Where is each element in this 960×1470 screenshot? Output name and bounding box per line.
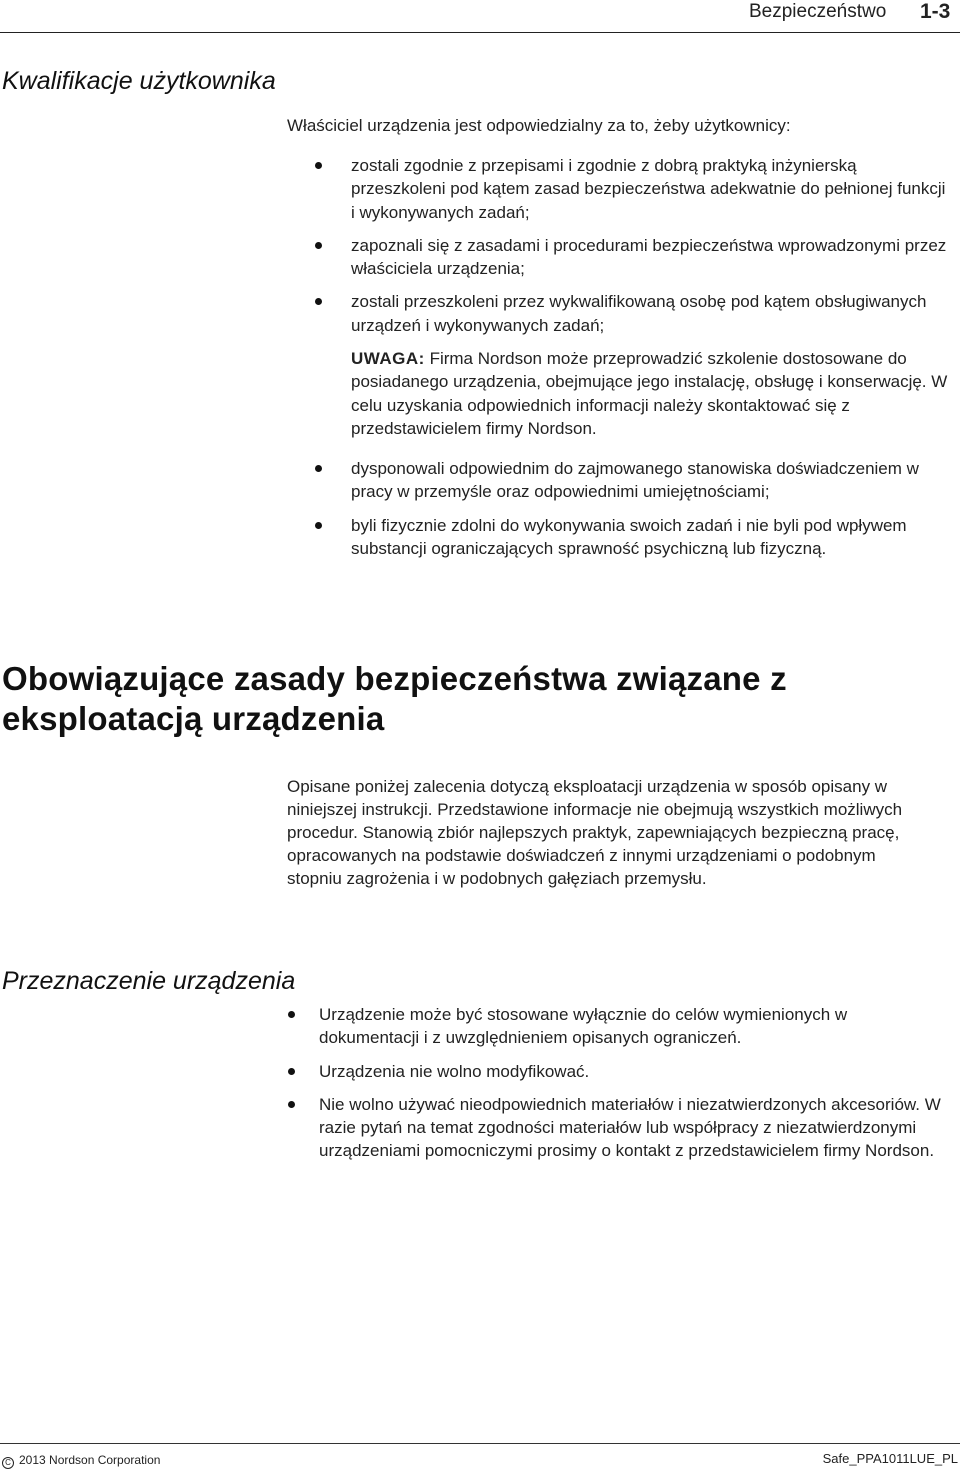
bullet-icon (315, 522, 322, 529)
list-item-text: zapoznali się z zasadami i procedurami bezpieczeństwa wprowadzonymi przez właściciela urządzenia; (351, 235, 947, 279)
qualifications-intro: Właściciel urządzenia jest odpowiedzialny za to, żeby użytkownicy: (287, 116, 791, 135)
note-text: Firma Nordson może przeprowadzić szkolenie dostosowane do posiadanego urządzenia, obejmujące jego instalację, obsługę i konserwację. W celu uzyskania odpowiednich informacji należy skontaktować się z przedstawicielem firmy Nordson. (351, 349, 948, 438)
section-title-qualifications: Kwalifikacje użytkownika (2, 67, 276, 95)
footer-copyright (2, 1453, 160, 1469)
list-item (319, 1060, 949, 1083)
footer-document-id: Safe_PPA1011LUE_PL (822, 1451, 958, 1466)
list-item (351, 514, 936, 561)
list-item (319, 1003, 949, 1050)
list-item (351, 154, 951, 224)
list-item-text: Urządzenie może być stosowane wyłącznie do celów wymienionych w dokumentacji i z uwzględnieniem opisanych ograniczeń. (319, 1005, 848, 1048)
bullet-icon (315, 162, 322, 169)
header-section-title: Bezpieczeństwo (749, 1, 887, 22)
qualifications-list-a (351, 154, 951, 337)
bullet-icon (315, 242, 322, 249)
list-item-text: Urządzenia nie wolno modyfikować. (319, 1061, 590, 1081)
list-item (351, 234, 951, 281)
running-header (0, 0, 960, 33)
list-item-text: Nie wolno używać nieodpowiednich materiałów i niezatwierdzonych akcesoriów. W razie pytań na temat zgodności materiałów lub współpracy z niezatwierdzonymi urządzeniami pomocniczymi prosimy o kontakt z przedstawicielem firmy Nordson. (319, 1094, 941, 1161)
bullet-icon (288, 1011, 295, 1018)
copyright-icon: C (2, 1457, 14, 1469)
list-item-text: zostali przeszkoleni przez wykwalifikowaną osobę pod kątem obsługiwanych urządzeń i wykonywanych zadań; (351, 292, 927, 335)
bullet-icon (288, 1068, 295, 1075)
list-item-text: byli fizycznie zdolni do wykonywania swoich zadań i nie byli pod wpływem substancji ograniczających sprawność psychiczną lub fizyczną. (351, 515, 907, 558)
note-box (351, 347, 957, 440)
list-item-text: zostali zgodnie z przepisami i zgodnie z dobrą praktyką inżynierską przeszkoleni pod kątem zasad bezpieczeństwa adekwatnie do pełnionej funkcji i wykonywanych zadań; (351, 156, 946, 222)
qualifications-list-b (351, 457, 936, 560)
copyright-text: 2013 Nordson Corporation (19, 1453, 161, 1467)
list-item-text: dysponowali odpowiednim do zajmowanego stanowiska doświadczeniem w pracy w przemyśle oraz odpowiednimi umiejętnościami; (351, 459, 919, 502)
header-page-number: 1-3 (920, 0, 951, 23)
note-label: UWAGA: (351, 349, 425, 368)
bullet-icon (315, 465, 322, 472)
section-title-intended-use: Przeznaczenie urządzenia (2, 967, 296, 995)
safety-rules-paragraph: Opisane poniżej zalecenia dotyczą eksploatacji urządzenia w sposób opisany w niniejszej instrukcji. Przedstawione informacje nie obejmują wszystkich możliwych procedur. Stanowią zbiór najlepszych praktyk, zapewniających bezpieczną pracę, opracowanych na podstawie doświadczeń z innymi urządzeniami o podobnym stopniu zagrożenia i w podobnych gałęziach przemysłu. (287, 777, 903, 888)
bullet-icon (288, 1101, 295, 1108)
bullet-icon (315, 298, 322, 305)
list-item (351, 457, 936, 504)
list-item (319, 1093, 949, 1163)
page-footer (0, 1443, 960, 1470)
list-item (351, 290, 951, 337)
intended-use-list (319, 1003, 949, 1163)
section-title-safety-rules: Obowiązujące zasady bezpieczeństwa związane z eksploatacją urządzenia (2, 660, 787, 737)
